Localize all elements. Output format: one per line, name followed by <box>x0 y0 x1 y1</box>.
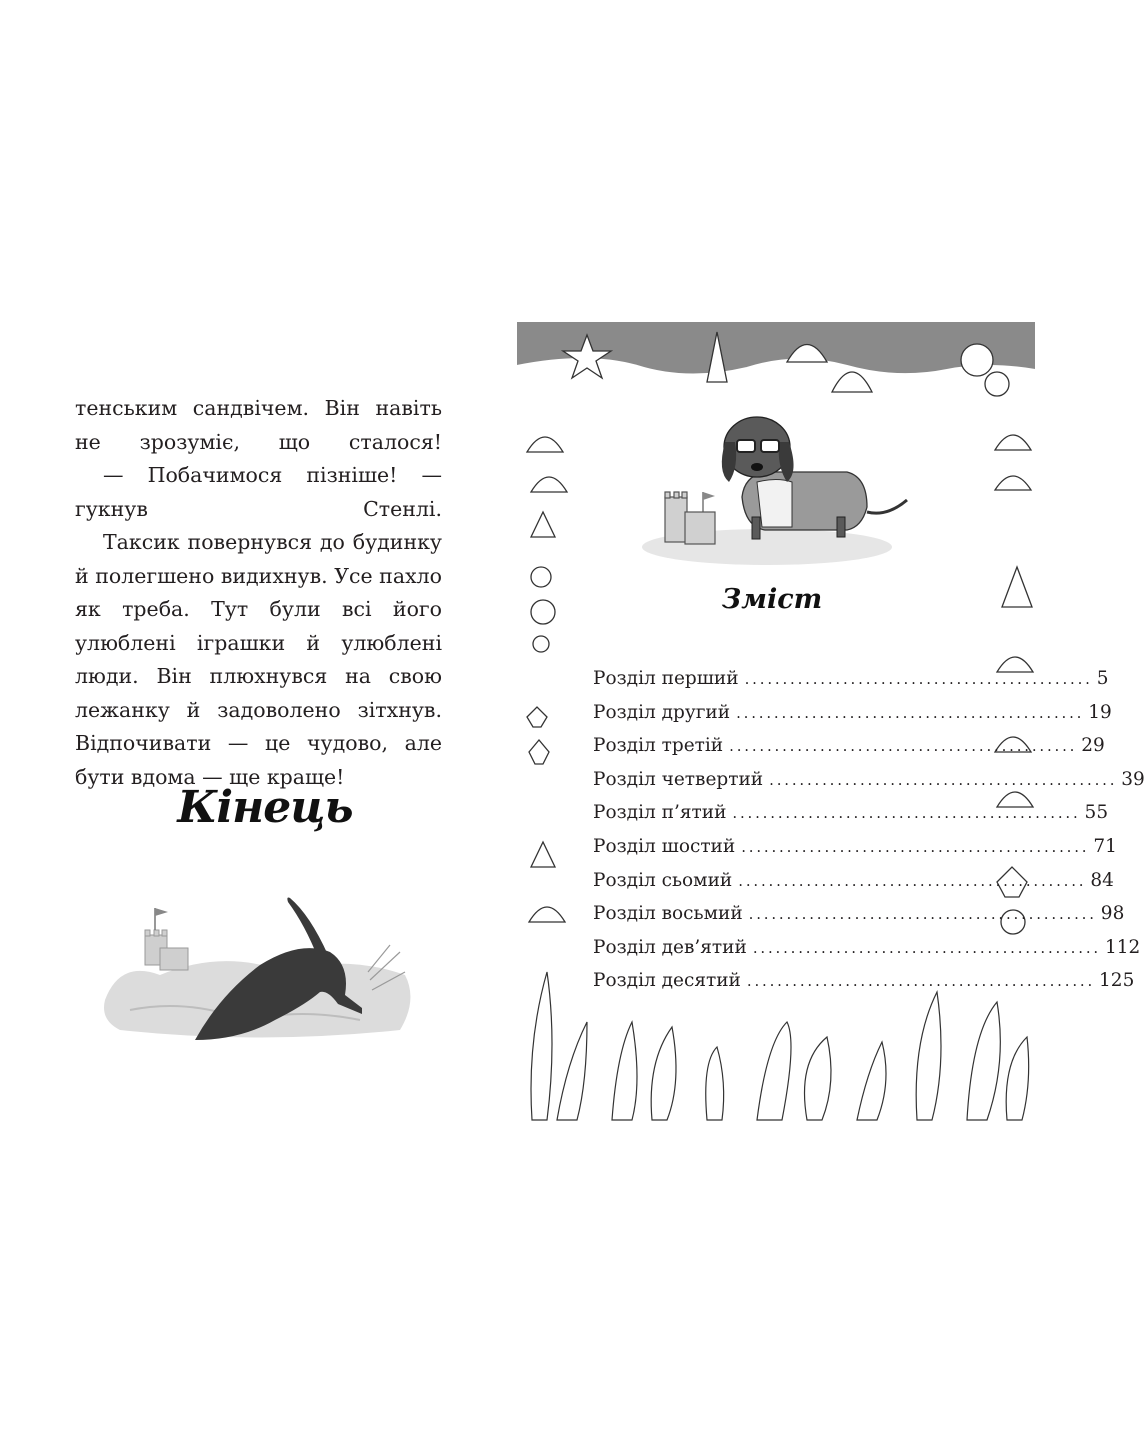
story-text <box>75 392 442 794</box>
toc-entry-label: Розділ восьмий <box>593 903 743 925</box>
shells-left-border <box>527 437 567 922</box>
toc-leader-dots: .............................................. <box>769 770 1118 789</box>
digging-dog-illustration <box>100 880 420 1040</box>
toc-leader-dots: .............................................. <box>748 905 1097 924</box>
right-page <box>517 322 1145 1120</box>
toc-leader-dots: .............................................. <box>732 804 1081 823</box>
toc-entry-label: Розділ дев’ятий <box>593 936 747 958</box>
the-end-heading: Кінець <box>177 782 353 833</box>
toc-entry[interactable] <box>593 931 1141 965</box>
toc-leader-dots: .............................................. <box>738 871 1087 890</box>
toc-entry-page: 98 <box>1100 903 1125 925</box>
toc-entry[interactable] <box>593 763 1145 797</box>
toc-entry[interactable] <box>593 964 1135 998</box>
toc-entry-page: 84 <box>1090 869 1114 891</box>
toc-leader-dots: .............................................. <box>746 972 1096 991</box>
toc-entry-page: 29 <box>1081 735 1105 757</box>
toc-leader-dots: .............................................. <box>736 703 1085 722</box>
toc-entry-page: 112 <box>1104 936 1141 958</box>
toc-entry[interactable] <box>593 696 1112 730</box>
toc-entry-label: Розділ четвертий <box>593 768 764 790</box>
toc-entry-label: Розділ перший <box>593 668 739 689</box>
story-paragraph: Таксик повернувся до будинку й полегшено видихнув. Усе пахло як треба. Тут були всі його улюблені іграшки й улюблені люди. Він плюхнувся на свою лежанку й задоволено зітхнув. Відпочивати — це чудово, але бути вдома — ще краще! <box>75 530 442 789</box>
toc-entry[interactable] <box>593 830 1117 864</box>
sandcastle-icon <box>145 930 188 970</box>
toc-leader-dots: .............................................. <box>744 670 1093 688</box>
left-page <box>0 0 517 1440</box>
toc-entry-label: Розділ сьомий <box>593 869 733 891</box>
toc-entry-label: Розділ другий <box>593 701 731 723</box>
toc-entry-label: Розділ третій <box>593 735 724 757</box>
toc-leader-dots: .............................................. <box>741 837 1090 856</box>
dachshund-illustration <box>642 417 907 565</box>
toc-entry-page: 39 <box>1121 768 1145 790</box>
toc-entry-page: 19 <box>1088 701 1112 723</box>
toc-entry[interactable] <box>593 729 1105 763</box>
toc-title: Зміст <box>721 584 823 615</box>
toc-entry[interactable] <box>593 897 1125 931</box>
toc-entry[interactable] <box>593 864 1114 898</box>
toc-entry-label: Розділ шостий <box>593 835 736 857</box>
table-of-contents <box>593 662 1145 998</box>
toc-entry[interactable] <box>593 796 1109 830</box>
toc-entry[interactable] <box>593 662 1109 696</box>
toc-entry-page: 71 <box>1093 835 1117 857</box>
toc-entry-label: Розділ десятий <box>593 970 741 992</box>
story-paragraph: тенським сандвічем. Він навіть не зрозуміє, що сталося! <box>75 396 442 454</box>
story-paragraph: — Побачимося пізніше! — гукнув Стенлі. <box>75 463 442 521</box>
toc-leader-dots: .............................................. <box>729 737 1078 756</box>
toc-entry-page: 125 <box>1099 970 1135 992</box>
toc-entry-page: 55 <box>1084 802 1109 824</box>
toc-entry-page: 5 <box>1096 668 1109 689</box>
toc-leader-dots: .............................................. <box>752 938 1101 957</box>
toc-entry-label: Розділ п’ятий <box>593 802 727 824</box>
